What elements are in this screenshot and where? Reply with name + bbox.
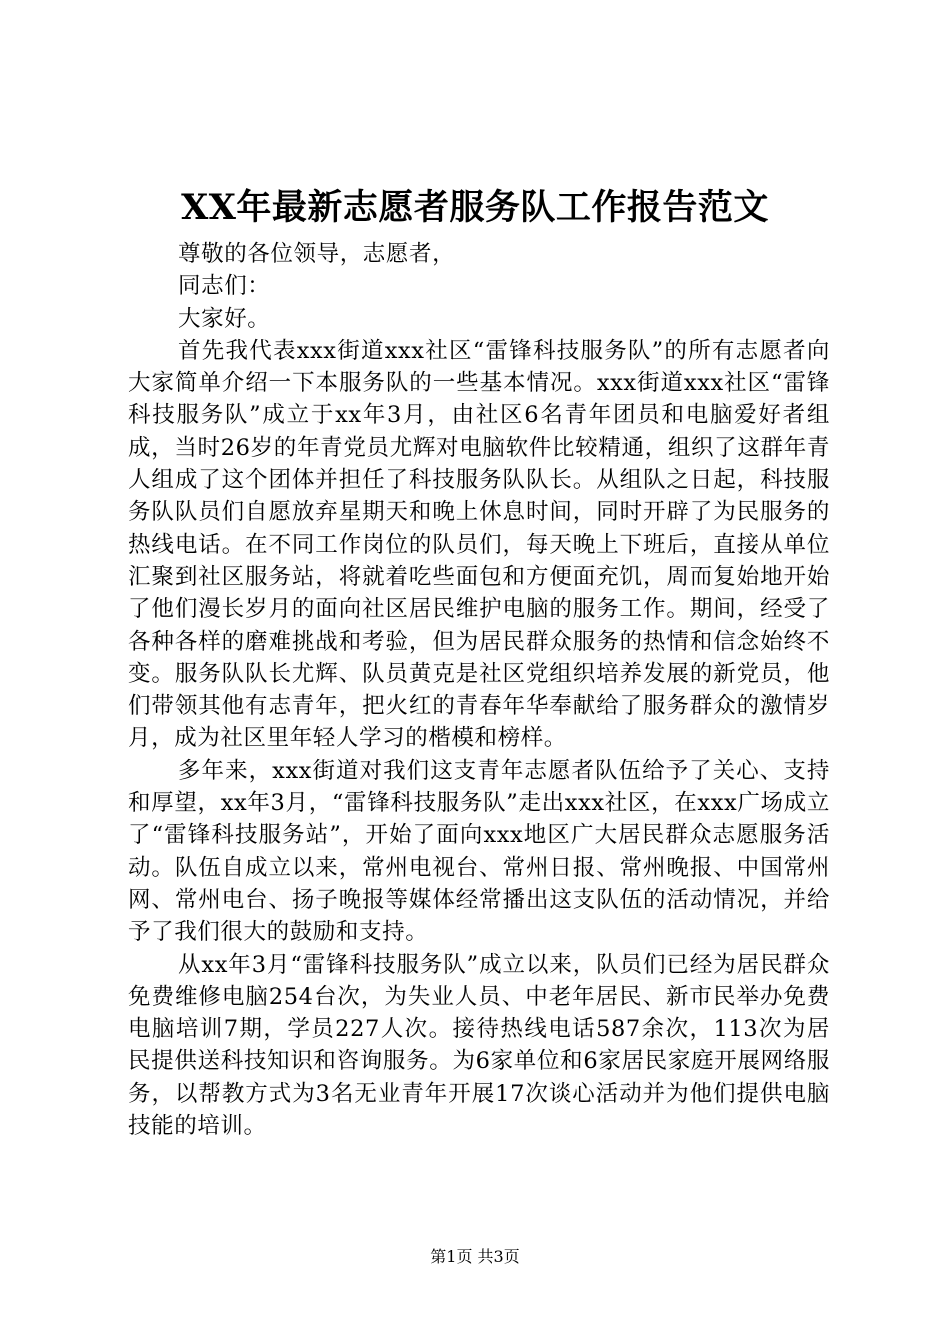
document-body: [128, 238, 830, 1142]
salutation-line: 尊敬的各位领导，志愿者，: [178, 241, 456, 267]
salutation-line: 同志们：: [178, 273, 271, 300]
body-paragraph: 多年来，xxx街道对我们这支青年志愿者队伍给予了关心、支持和厚望，xx年3月，“雷锋科技服务队”走出xxx社区，在xxx广场成立了“雷锋科技服务站”，开始了面向xxx地区广大居民群众志愿服务活动。队伍自成立以来，常州电视台、常州日报、常州晚报、中国常州网、常州电台、扬子晚报等媒体经常播出这支队伍的活动情况，并给予了我们很大的鼓励和支持。: [128, 757, 830, 946]
body-paragraph: 首先我代表xxx街道xxx社区“雷锋科技服务队”的所有志愿者向大家简单介绍一下本服务队的一些基本情况。xxx街道xxx社区“雷锋科技服务队”成立于xx年3月，由社区6名青年团员和电脑爱好者组成，当时26岁的年青党员尤辉对电脑软件比较精通，组织了这群年青人组成了这个团体并担任了科技服务队队长。从组队之日起，科技服务队队员们自愿放弃星期天和晚上休息时间，同时开辟了为民服务的热线电话。在不同工作岗位的队员们，每天晚上下班后，直接从单位汇聚到社区服务站，将就着吃些面包和方便面充饥，周而复始地开始了他们漫长岁月的面向社区居民维护电脑的服务工作。期间，经受了各种各样的磨难挑战和考验，但为居民群众服务的热情和信念始终不变。服务队队长尤辉、队员黄克是社区党组织培养发展的新党员，他们带领其他有志青年，把火红的青春年华奉献给了服务群众的激情岁月，成为社区里年轻人学习的楷模和榜样。: [128, 337, 830, 752]
body-paragraph: 从xx年3月“雷锋科技服务队”成立以来，队员们已经为居民群众免费维修电脑254台次，为失业人员、中老年居民、新市民举办免费电脑培训7期，学员227人次。接待热线电话587余次，113次为居民提供送科技知识和咨询服务。为6家单位和6家居民家庭开展网络服务，以帮教方式为3名无业青年开展17次谈心活动并为他们提供电脑技能的培训。: [128, 951, 830, 1140]
greeting-line: 大家好。: [178, 305, 271, 332]
document-title: XX年最新志愿者服务队工作报告范文: [181, 187, 769, 228]
page-footer: 第1页 共3页: [430, 1247, 520, 1266]
